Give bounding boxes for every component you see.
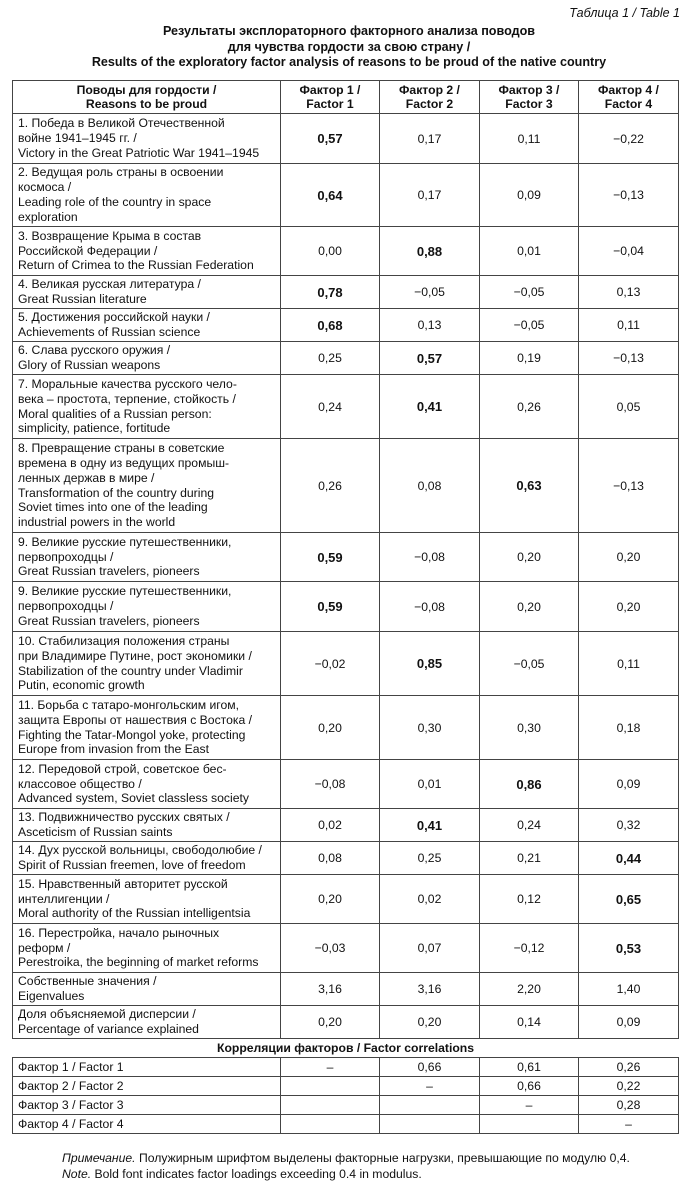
- factor-1-value: 0,02: [281, 809, 380, 842]
- factor-4-value: −0,04: [579, 227, 679, 276]
- table-row: [13, 842, 679, 875]
- correlation-value: –: [380, 1077, 480, 1096]
- factor-3-value: 0,30: [480, 696, 579, 760]
- factor-1-value: 0,20: [281, 1006, 380, 1039]
- title-line: Results of the exploratory factor analysis of reasons to be proud of the native country: [91, 55, 607, 69]
- factor-2-value: 0,85: [380, 632, 480, 696]
- row-label: 4. Великая русская литература / Great Russian literature: [13, 276, 281, 309]
- table-row: [13, 760, 679, 809]
- row-label: 9. Великие русские путешественники, первопроходцы / Great Russian travelers, pioneers: [13, 582, 281, 632]
- table-row: [13, 632, 679, 696]
- factor-4-value: −0,13: [579, 439, 679, 533]
- factor-1-value: 0,20: [281, 875, 380, 924]
- row-label: 13. Подвижничество русских святых / Asceticism of Russian saints: [13, 809, 281, 842]
- factor-4-value: −0,22: [579, 114, 679, 164]
- factor-2-value: 0,17: [380, 164, 480, 227]
- correlations-body: [13, 1039, 679, 1134]
- correlation-value: 0,66: [380, 1058, 480, 1077]
- factor-3-value: 0,19: [480, 342, 579, 375]
- factor-3-value: 0,09: [480, 164, 579, 227]
- correlation-value: 0,28: [579, 1096, 679, 1115]
- row-label: 1. Победа в Великой Отечественной войне 1941–1945 гг. / Victory in the Great Patriotic War 1941–1945: [13, 114, 281, 164]
- correlation-label: Фактор 1 / Factor 1: [13, 1058, 281, 1077]
- correlation-value: [281, 1077, 380, 1096]
- factor-1-value: −0,08: [281, 760, 380, 809]
- correlation-value: [281, 1096, 380, 1115]
- factor-2-value: 0,01: [380, 760, 480, 809]
- factor-3-value: −0,05: [480, 632, 579, 696]
- row-label: 12. Передовой строй, советское бес- классовое общество / Advanced system, Soviet classless society: [13, 760, 281, 809]
- table-row: [13, 582, 679, 632]
- table-row: [13, 276, 679, 309]
- factor-4-value: 0,53: [579, 924, 679, 973]
- factor-3-value: 0,21: [480, 842, 579, 875]
- factor-1-value: 0,78: [281, 276, 380, 309]
- row-label: 8. Превращение страны в советские времена в одну из ведущих промыш- ленных держав в мире / Transformation of the country during Soviet times into one of the leading industrial powers in the world: [13, 439, 281, 533]
- row-label: 14. Дух русской вольницы, свободолюбие / Spirit of Russian freemen, love of freedom: [13, 842, 281, 875]
- factor-3-value: 0,63: [480, 439, 579, 533]
- correlation-label: Фактор 2 / Factor 2: [13, 1077, 281, 1096]
- row-label: 6. Слава русского оружия / Glory of Russian weapons: [13, 342, 281, 375]
- factor-2-value: −0,08: [380, 533, 480, 582]
- title-line: Результаты эксплораторного факторного анализа поводов: [162, 24, 536, 38]
- note-ru-text: Полужирным шрифтом выделены факторные нагрузки, превышающие по модулю 0,4.: [135, 1151, 630, 1165]
- factor-table: [12, 80, 679, 1134]
- table-title: [0, 24, 698, 71]
- factor-1-value: 0,68: [281, 309, 380, 342]
- table-row: [13, 309, 679, 342]
- table-row: [13, 924, 679, 973]
- factor-4-value: 0,20: [579, 533, 679, 582]
- correlation-label: Фактор 3 / Factor 3: [13, 1096, 281, 1115]
- correlation-value: 0,22: [579, 1077, 679, 1096]
- factor-4-value: 0,05: [579, 375, 679, 439]
- factor-2-value: 0,02: [380, 875, 480, 924]
- factor-4-value: 0,09: [579, 1006, 679, 1039]
- row-label: 2. Ведущая роль страны в освоении космоса / Leading role of the country in space exploration: [13, 164, 281, 227]
- factor-2-value: −0,05: [380, 276, 480, 309]
- row-label: 16. Перестройка, начало рыночных реформ / Perestroika, the beginning of market reforms: [13, 924, 281, 973]
- correlations-heading-row: [13, 1039, 679, 1058]
- factor-4-value: 0,11: [579, 632, 679, 696]
- factor-1-value: 0,25: [281, 342, 380, 375]
- factor-3-value: 0,20: [480, 582, 579, 632]
- table-row: [13, 164, 679, 227]
- correlation-label: Фактор 4 / Factor 4: [13, 1115, 281, 1134]
- factor-4-value: −0,13: [579, 342, 679, 375]
- factor-1-value: 0,26: [281, 439, 380, 533]
- factor-4-value: 0,20: [579, 582, 679, 632]
- factor-1-value: 0,59: [281, 582, 380, 632]
- factor-4-value: 0,44: [579, 842, 679, 875]
- correlation-value: [281, 1115, 380, 1134]
- factor-4-value: 0,11: [579, 309, 679, 342]
- correlation-value: –: [480, 1096, 579, 1115]
- title-line: для чувства гордости за свою страну /: [227, 39, 471, 54]
- factor-2-value: −0,08: [380, 582, 480, 632]
- correlation-value: 0,66: [480, 1077, 579, 1096]
- table-label: Таблица 1 / Table 1: [569, 6, 680, 20]
- factor-4-value: 0,32: [579, 809, 679, 842]
- factor-2-value: 0,57: [380, 342, 480, 375]
- table-row: [13, 1006, 679, 1039]
- factor-2-value: 3,16: [380, 973, 480, 1006]
- factor-3-value: 0,14: [480, 1006, 579, 1039]
- row-label: 7. Моральные качества русского чело- века – простота, терпение, стойкость / Moral qualities of a Russian person: simplicity, patience, fortitude: [13, 375, 281, 439]
- factor-1-value: 0,00: [281, 227, 380, 276]
- factor-4-value: 0,18: [579, 696, 679, 760]
- factor-4-value: 0,09: [579, 760, 679, 809]
- table-row: [13, 875, 679, 924]
- factor-2-value: 0,07: [380, 924, 480, 973]
- correlation-row: [13, 1096, 679, 1115]
- factor-3-value: −0,05: [480, 276, 579, 309]
- row-label: Собственные значения / Eigenvalues: [13, 973, 281, 1006]
- header-row: [13, 81, 679, 114]
- factor-1-value: 0,20: [281, 696, 380, 760]
- factor-4-value: −0,13: [579, 164, 679, 227]
- note-ru-label: Примечание.: [62, 1151, 136, 1165]
- header-reasons: Поводы для гордости / Reasons to be proud: [13, 81, 281, 114]
- factor-2-value: 0,41: [380, 375, 480, 439]
- factor-1-value: 0,57: [281, 114, 380, 164]
- header-factor-2: Фактор 2 / Factor 2: [380, 81, 480, 114]
- table-row: [13, 973, 679, 1006]
- table-row: [13, 375, 679, 439]
- factor-2-value: 0,25: [380, 842, 480, 875]
- factor-4-value: 0,13: [579, 276, 679, 309]
- row-label: 3. Возвращение Крыма в состав Российской Федерации / Return of Crimea to the Russian Federation: [13, 227, 281, 276]
- header-factor-1: Фактор 1 / Factor 1: [281, 81, 380, 114]
- factor-4-value: 1,40: [579, 973, 679, 1006]
- row-label: 9. Великие русские путешественники, первопроходцы / Great Russian travelers, pioneers: [13, 533, 281, 582]
- correlation-value: [480, 1115, 579, 1134]
- factor-1-value: 0,59: [281, 533, 380, 582]
- table-row: [13, 114, 679, 164]
- factor-3-value: 2,20: [480, 973, 579, 1006]
- row-label: Доля объясняемой дисперсии / Percentage of variance explained: [13, 1006, 281, 1039]
- row-label: 10. Стабилизация положения страны при Владимире Путине, рост экономики / Stabilization of the country under Vladimir Putin, economic growth: [13, 632, 281, 696]
- factor-3-value: 0,01: [480, 227, 579, 276]
- note-en-label: Note.: [62, 1167, 92, 1181]
- row-label: 11. Борьба с татаро-монгольским игом, защита Европы от нашествия с Востока / Fighting the Tatar-Mongol yoke, protecting Europe from invasion from the East: [13, 696, 281, 760]
- table-row: [13, 809, 679, 842]
- factor-3-value: 0,26: [480, 375, 579, 439]
- factor-3-value: 0,24: [480, 809, 579, 842]
- factor-3-value: 0,11: [480, 114, 579, 164]
- correlation-value: [380, 1115, 480, 1134]
- table-row: [13, 227, 679, 276]
- factor-2-value: 0,08: [380, 439, 480, 533]
- table-row: [13, 439, 679, 533]
- row-label: 15. Нравственный авторитет русской интеллигенции / Moral authority of the Russian intelligentsia: [13, 875, 281, 924]
- table-row: [13, 533, 679, 582]
- factor-2-value: 0,13: [380, 309, 480, 342]
- correlations-heading: Корреляции факторов / Factor correlations: [13, 1039, 679, 1058]
- correlation-row: [13, 1115, 679, 1134]
- factor-1-value: 0,24: [281, 375, 380, 439]
- row-label: 5. Достижения российской науки / Achievements of Russian science: [13, 309, 281, 342]
- factor-2-value: 0,17: [380, 114, 480, 164]
- factor-3-value: 0,86: [480, 760, 579, 809]
- correlation-value: 0,61: [480, 1058, 579, 1077]
- factor-2-value: 0,88: [380, 227, 480, 276]
- note-en-text: Bold font indicates factor loadings exceeding 0.4 in modulus.: [91, 1167, 422, 1181]
- table-row: [13, 696, 679, 760]
- correlation-value: [380, 1096, 480, 1115]
- factor-3-value: −0,12: [480, 924, 579, 973]
- factor-2-value: 0,20: [380, 1006, 480, 1039]
- factor-1-value: 3,16: [281, 973, 380, 1006]
- correlation-row: [13, 1077, 679, 1096]
- factor-1-value: −0,03: [281, 924, 380, 973]
- factor-3-value: 0,20: [480, 533, 579, 582]
- factor-1-value: 0,08: [281, 842, 380, 875]
- factor-1-value: −0,02: [281, 632, 380, 696]
- loadings-body: [13, 114, 679, 1039]
- table-note: [62, 1150, 630, 1182]
- table-row: [13, 342, 679, 375]
- header-factor-4: Фактор 4 / Factor 4: [579, 81, 679, 114]
- correlation-value: –: [281, 1058, 380, 1077]
- factor-1-value: 0,64: [281, 164, 380, 227]
- factor-3-value: 0,12: [480, 875, 579, 924]
- header-factor-3: Фактор 3 / Factor 3: [480, 81, 579, 114]
- factor-3-value: −0,05: [480, 309, 579, 342]
- factor-2-value: 0,30: [380, 696, 480, 760]
- factor-4-value: 0,65: [579, 875, 679, 924]
- correlation-row: [13, 1058, 679, 1077]
- correlation-value: 0,26: [579, 1058, 679, 1077]
- correlation-value: –: [579, 1115, 679, 1134]
- factor-2-value: 0,41: [380, 809, 480, 842]
